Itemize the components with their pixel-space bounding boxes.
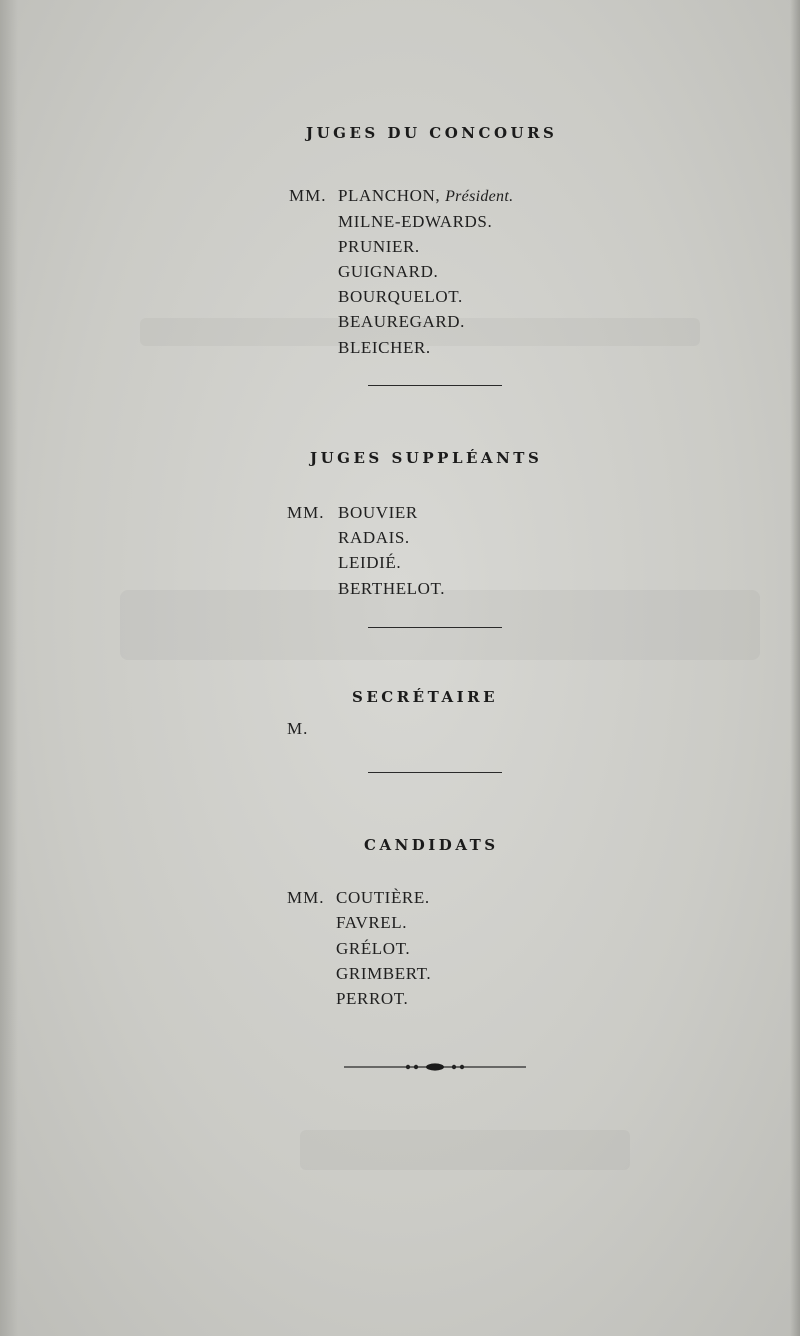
member-name: PLANCHON, (338, 186, 441, 205)
juges-member: GUIGNARD. (338, 262, 439, 281)
suppleants-member: BOUVIER (338, 503, 418, 522)
suppleants-prefix: MM. (287, 503, 325, 522)
candidats-member: GRIMBERT. (336, 964, 432, 983)
juges-member: BEAUREGARD. (338, 312, 466, 331)
suppleants-member: BERTHELOT. (338, 579, 446, 598)
suppleants-heading: JUGES SUPPLÉANTS (310, 449, 543, 467)
juges-heading: JUGES DU CONCOURS (306, 124, 558, 142)
section-divider (368, 772, 502, 773)
section-divider (368, 385, 502, 386)
juges-member: BLEICHER. (338, 338, 431, 357)
juges-member: BOURQUELOT. (338, 287, 463, 306)
candidats-member: GRÉLOT. (336, 939, 411, 958)
section-divider (368, 627, 502, 628)
juges-member (338, 183, 513, 210)
suppleants-member: RADAIS. (338, 528, 410, 547)
candidats-heading: CANDIDATS (364, 836, 499, 854)
suppleants-member: LEIDIÉ. (338, 553, 402, 572)
juges-member: MILNE-EDWARDS. (338, 212, 493, 231)
candidats-member: FAVREL. (336, 913, 408, 932)
juges-prefix: MM. (289, 186, 327, 205)
candidats-prefix: MM. (287, 888, 325, 907)
bleed-through-band (300, 1130, 630, 1170)
candidats-member: PERROT. (336, 989, 409, 1008)
candidats-member: COUTIÈRE. (336, 888, 430, 907)
page-edge-left (0, 0, 18, 1336)
juges-member: PRUNIER. (338, 237, 420, 256)
closing-ornament (344, 1058, 526, 1076)
secretaire-prefix: M. (287, 719, 309, 738)
secretaire-heading: SECRÉTAIRE (352, 688, 498, 706)
member-title: Président. (445, 188, 514, 205)
page-edge-right (790, 0, 800, 1336)
